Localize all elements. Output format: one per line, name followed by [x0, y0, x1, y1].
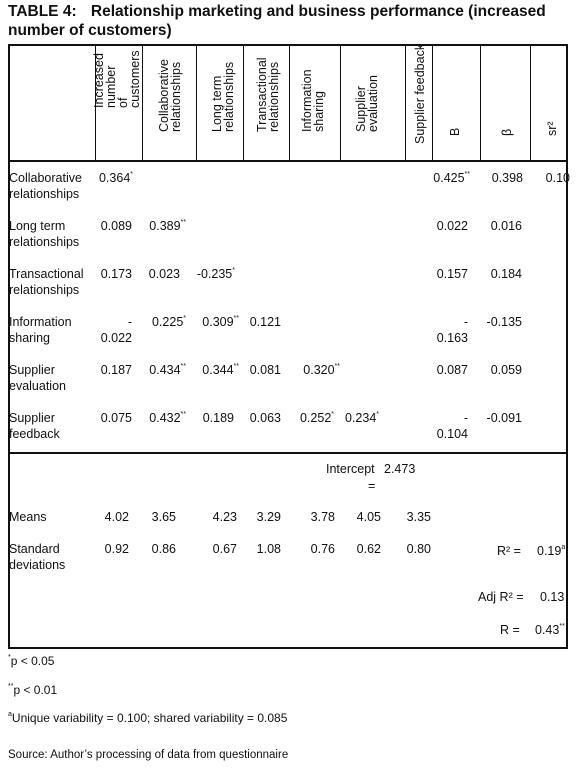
- row-label: Long term relationships: [9, 219, 80, 249]
- row-label: Collaborative relationships: [9, 171, 82, 201]
- cell: 0.089: [100, 219, 132, 233]
- cell: 0.225*: [151, 315, 186, 329]
- body-divider: [8, 452, 568, 454]
- col-line: [289, 44, 290, 161]
- r-value: 0.43**: [535, 623, 565, 637]
- table-title: [8, 2, 576, 40]
- table-title-line2: number of customers): [8, 22, 172, 39]
- col-line: [243, 44, 244, 161]
- header-supplier-feedback: Supplier feedback: [413, 43, 427, 144]
- cell: 0.081: [249, 363, 281, 377]
- cell: -0.235*: [196, 267, 235, 281]
- source-note: Source: Author’s processing of data from questionnaire: [8, 749, 289, 761]
- col-line: [530, 44, 531, 161]
- means-value: 3.65: [151, 510, 176, 524]
- adj-r2-value: 0.13: [540, 590, 565, 604]
- row-label: Supplier feedback: [9, 411, 60, 441]
- cell: 0.059: [490, 363, 522, 377]
- cell: 0.063: [249, 411, 281, 425]
- col-line: [142, 44, 143, 161]
- header-b: B: [448, 127, 462, 136]
- header-divider: [8, 160, 568, 162]
- cell: - 0.163: [436, 315, 468, 345]
- header-information-sharing: Information sharing: [300, 69, 326, 132]
- col-line: [480, 44, 481, 161]
- means-value: 3.35: [406, 510, 431, 524]
- cell: 0.432**: [149, 411, 186, 425]
- means-label: Means: [9, 510, 47, 524]
- cell: 0.344**: [202, 363, 239, 377]
- r-label: R =: [500, 623, 520, 637]
- cell: -0.135: [486, 315, 522, 329]
- cell: 0.075: [100, 411, 132, 425]
- adj-r2-label: Adj R² =: [478, 590, 524, 604]
- means-value: 4.02: [104, 510, 129, 524]
- col-line: [196, 44, 197, 161]
- sd-value: 1.08: [256, 542, 281, 556]
- sd-label: Standard deviations: [9, 542, 66, 572]
- cell: -0.091: [486, 411, 522, 425]
- row-label: Supplier evaluation: [9, 363, 66, 393]
- cell: 0.173: [100, 267, 132, 281]
- cell: 0.184: [490, 267, 522, 281]
- cell: 0.425**: [433, 171, 470, 185]
- header-supplier-evaluation: Supplier evaluation: [354, 75, 380, 132]
- footnote-p01: **p < 0.01: [8, 683, 58, 697]
- cell: 0.157: [436, 267, 468, 281]
- intercept-eq: =: [368, 479, 376, 493]
- table-number: TABLE 4:: [8, 3, 77, 20]
- cell: - 0.104: [436, 411, 468, 441]
- sd-value: 0.86: [151, 542, 176, 556]
- sd-value: 0.62: [356, 542, 381, 556]
- cell: 0.016: [490, 219, 522, 233]
- sd-value: 0.67: [212, 542, 237, 556]
- intercept-value: 2.473: [384, 462, 416, 476]
- cell: 0.234*: [344, 411, 379, 425]
- cell: 0.189: [202, 411, 234, 425]
- row-label: Transactional relationships: [9, 267, 84, 297]
- sd-value: 0.76: [310, 542, 335, 556]
- cell: 0.309**: [202, 315, 239, 329]
- cell: 0.434**: [149, 363, 186, 377]
- means-value: 4.05: [356, 510, 381, 524]
- cell: 0.022: [436, 219, 468, 233]
- header-sr2: sr²: [545, 121, 559, 136]
- col-line: [340, 44, 341, 161]
- cell: 0.364*: [98, 171, 133, 185]
- cell: 0.252*: [299, 411, 334, 425]
- means-value: 4.23: [212, 510, 237, 524]
- table-title-line1: Relationship marketing and business performance (increased: [90, 3, 546, 20]
- cell: 0.187: [100, 363, 132, 377]
- header-beta: β: [500, 128, 514, 136]
- cell: 0.389**: [149, 219, 186, 233]
- cell: 0.320**: [303, 363, 340, 377]
- footnote-variability: $^a$Unique variability = 0.100; shared variability = 0.085: [8, 711, 288, 725]
- sd-value: 0.80: [406, 542, 431, 556]
- cell: 0.121: [249, 315, 281, 329]
- header-collaborative: Collaborative relationships: [157, 59, 183, 132]
- cell: 0.398: [491, 171, 523, 185]
- r2-label: R² =: [497, 544, 521, 558]
- row-label: Information sharing: [9, 315, 72, 345]
- footnote-p05: *p < 0.05: [8, 654, 55, 668]
- cell: 0.023: [148, 267, 180, 281]
- cell: 0.10: [545, 171, 570, 185]
- means-value: 3.78: [310, 510, 335, 524]
- cell: 0.087: [436, 363, 468, 377]
- means-value: 3.29: [256, 510, 281, 524]
- sd-value: 0.92: [104, 542, 129, 556]
- header-long-term: Long term relationships: [210, 61, 236, 132]
- header-transactional: Transactional relationships: [255, 57, 281, 132]
- intercept-label: Intercept: [326, 462, 375, 476]
- header-increased-customers: Increased number of customers: [92, 50, 142, 108]
- cell: - 0.022: [100, 315, 132, 345]
- r2-value: 0.19$^a$: [537, 544, 566, 558]
